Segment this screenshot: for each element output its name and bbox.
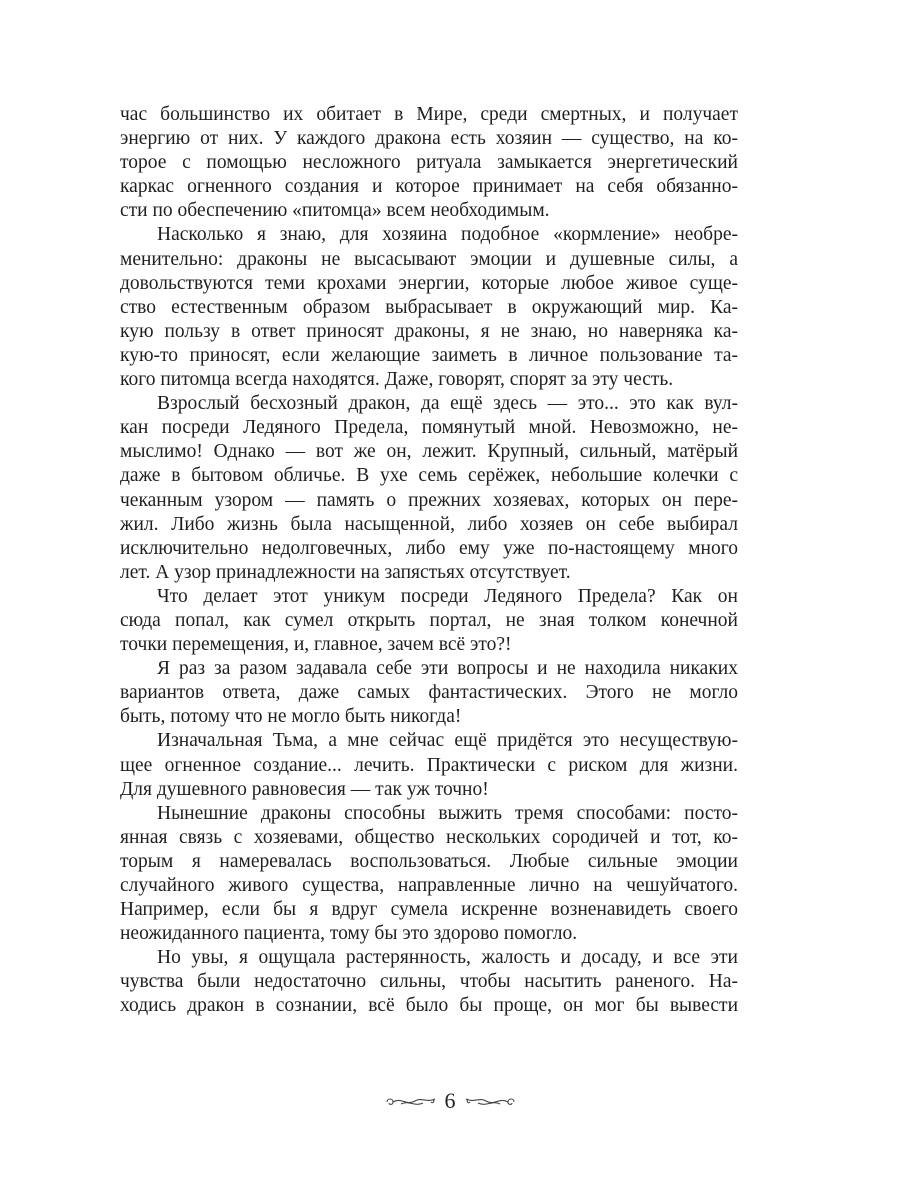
- text-line: Нынешние драконы способны выжить тремя способами: посто-: [157, 802, 738, 824]
- text-line: Я раз за разом задавала себе эти вопросы и не находила никаких: [157, 658, 738, 680]
- text-line: щее огненное создание... лечить. Практически с риском для жизни.: [120, 754, 738, 776]
- text-line: Но увы, я ощущала растерянность, жалость и досаду, и все эти: [157, 947, 738, 969]
- text-line: точки перемещения, и, главное, зачем всё это?!: [120, 634, 512, 656]
- text-line: неожиданного пациента, тому бы это здорово помогло.: [120, 923, 578, 945]
- text-line: Для душевного равновесия — так уж точно!: [120, 778, 489, 800]
- text-line: даже в бытовом обличье. В ухе семь серёжек, небольшие колечки с: [120, 465, 738, 487]
- paragraph: [120, 729, 738, 801]
- paragraph: [120, 802, 738, 947]
- paragraph: [120, 657, 738, 729]
- text-line: Насколько я знаю, для хозяина подобное «кормление» необре-: [157, 224, 738, 246]
- text-line: случайного живого существа, направленные лично на чешуйчатого.: [120, 875, 738, 896]
- text-line: чеканным узором — память о прежних хозяевах, которых он пере-: [120, 489, 738, 511]
- text-line: ходись дракон в сознании, всё было бы проще, он мог бы вывести: [120, 995, 738, 1017]
- text-line: Взрослый бесхозный дракон, да ещё здесь — это... это как вул-: [157, 393, 738, 415]
- text-line: кан посреди Ледяного Предела, помянутый мной. Невозможно, не-: [120, 417, 738, 439]
- text-line: жил. Либо жизнь была насыщенной, либо хозяев он себе выбирал: [120, 513, 738, 535]
- text-line: кую-то приносят, если желающие заиметь в личное пользование та-: [120, 344, 738, 366]
- text-line: час большинство их обитает в Мире, среди смертных, и получает: [120, 104, 738, 125]
- text-line: кую пользу в ответ приносят драконы, я не знаю, но наверняка ка-: [120, 320, 738, 342]
- text-line: менительно: драконы не высасывают эмоции и душевные силы, а: [120, 248, 738, 270]
- text-line: исключительно недолговечных, либо ему уже по-настоящему много: [120, 537, 738, 559]
- paragraph: [120, 392, 738, 585]
- text-line: довольствуются теми крохами энергии, которые любое живое суще-: [120, 272, 738, 294]
- text-line: быть, потому что не могло быть никогда!: [120, 706, 462, 728]
- text-line: чувства были недостаточно сильны, чтобы насытить раненого. На-: [120, 971, 738, 993]
- text-line: ство естественным образом выбрасывает в окружающий мир. Ка-: [120, 296, 738, 318]
- paragraph: [120, 103, 738, 223]
- text-line: янная связь с хозяевами, общество нескольких сородичей и тот, ко-: [120, 826, 738, 848]
- text-line: торым я намеревалась воспользоваться. Любые сильные эмоции: [120, 850, 738, 872]
- text-line: торое с помощью несложного ритуала замыкается энергетический: [120, 152, 738, 174]
- text-line: Что делает этот уникум посреди Ледяного Предела? Как он: [157, 585, 738, 607]
- text-line: лет. А узор принадлежности на запястьях отсутствует.: [120, 561, 571, 583]
- text-line: кого питомца всегда находятся. Даже, говорят, спорят за эту честь.: [120, 369, 674, 391]
- paragraph: [120, 223, 738, 392]
- page-number: 6: [444, 1088, 456, 1113]
- paragraph: [120, 946, 738, 1018]
- text-line: сюда попал, как сумел открыть портал, не зная толком конечной: [120, 609, 738, 631]
- text-line: Например, если бы я вдруг сумела искренне возненавидеть своего: [120, 899, 738, 921]
- text-line: вариантов ответа, даже самых фантастических. Этого не могло: [120, 682, 738, 704]
- text-line: сти по обеспечению «питомца» всем необходимым.: [120, 200, 550, 222]
- text-line: энергию от них. У каждого дракона есть хозяин — существо, на ко-: [120, 128, 738, 150]
- page-footer: [0, 1088, 900, 1114]
- page-body-text: [120, 103, 738, 1019]
- text-line: мыслимо! Однако — вот же он, лежит. Крупный, сильный, матёрый: [120, 441, 738, 463]
- text-line: каркас огненного создания и которое принимает на себя обязанно-: [120, 176, 738, 198]
- text-line: Изначальная Тьма, а мне сейчас ещё придётся это несуществую-: [157, 730, 738, 752]
- paragraph: [120, 585, 738, 657]
- flourish-left-icon: [383, 1094, 439, 1108]
- flourish-right-icon: [462, 1094, 518, 1108]
